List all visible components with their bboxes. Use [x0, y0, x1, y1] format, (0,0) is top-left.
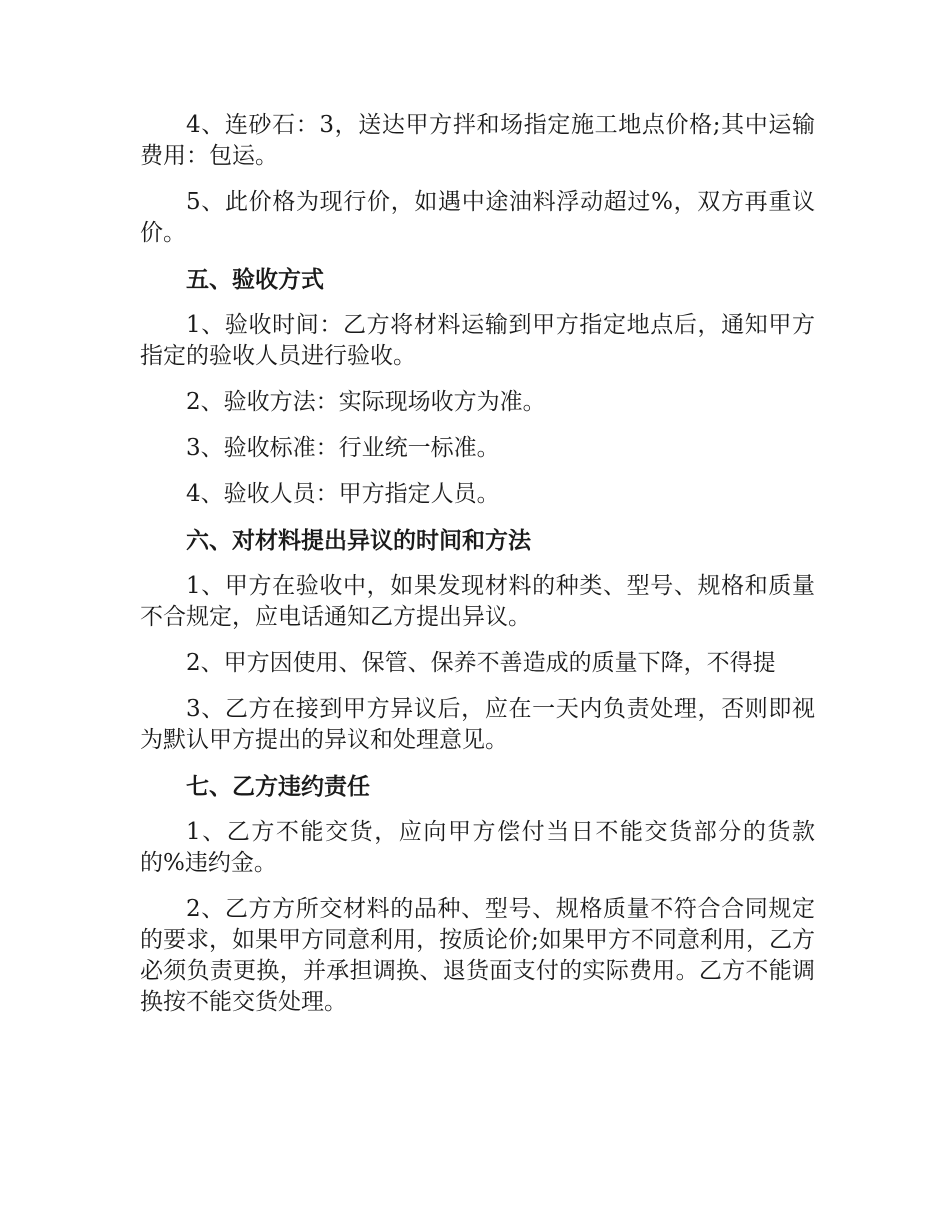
paragraph-acceptance-personnel: 4、验收人员：甲方指定人员。 [186, 481, 500, 507]
paragraph-objection-handling: 3、乙方在接到甲方异议后，应在一天内负责处理，否则即视为默认甲方提出的异议和处理意见。 [140, 696, 815, 753]
paragraph-price-current: 5、此价格为现行价，如遇中途油料浮动超过%，双方再重议价。 [140, 189, 815, 246]
paragraph-objection-misuse: 2、甲方因使用、保管、保养不善造成的质量下降，不得提 [186, 650, 776, 676]
paragraph-price-gravel: 4、连砂石：3，送达甲方拌和场指定施工地点价格;其中运输费用：包运。 [140, 112, 815, 169]
section-heading-objection: 六、对材料提出异议的时间和方法 [186, 527, 531, 554]
document-page [140, 110, 815, 1018]
paragraph-breach-quality: 2、乙方方所交材料的品种、型号、规格质量不符合合同规定的要求，如果甲方同意利用，按质论价;如果甲方不同意利用，乙方必须负责更换，并承担调换、退货面支付的实际费用。乙方不能调换按不能交货处理。 [140, 896, 815, 1015]
section-heading-acceptance: 五、验收方式 [186, 266, 324, 293]
paragraph-acceptance-standard: 3、验收标准：行业统一标准。 [186, 435, 500, 461]
paragraph-objection-inspection: 1、甲方在验收中，如果发现材料的种类、型号、规格和质量不合规定，应电话通知乙方提出异议。 [140, 573, 815, 630]
paragraph-acceptance-method: 2、验收方法：实际现场收方为准。 [186, 389, 546, 415]
paragraph-acceptance-time: 1、验收时间：乙方将材料运输到甲方指定地点后，通知甲方指定的验收人员进行验收。 [140, 312, 815, 369]
section-heading-breach: 七、乙方违约责任 [186, 773, 370, 800]
paragraph-breach-delivery: 1、乙方不能交货，应向甲方偿付当日不能交货部分的货款的%违约金。 [140, 819, 815, 876]
